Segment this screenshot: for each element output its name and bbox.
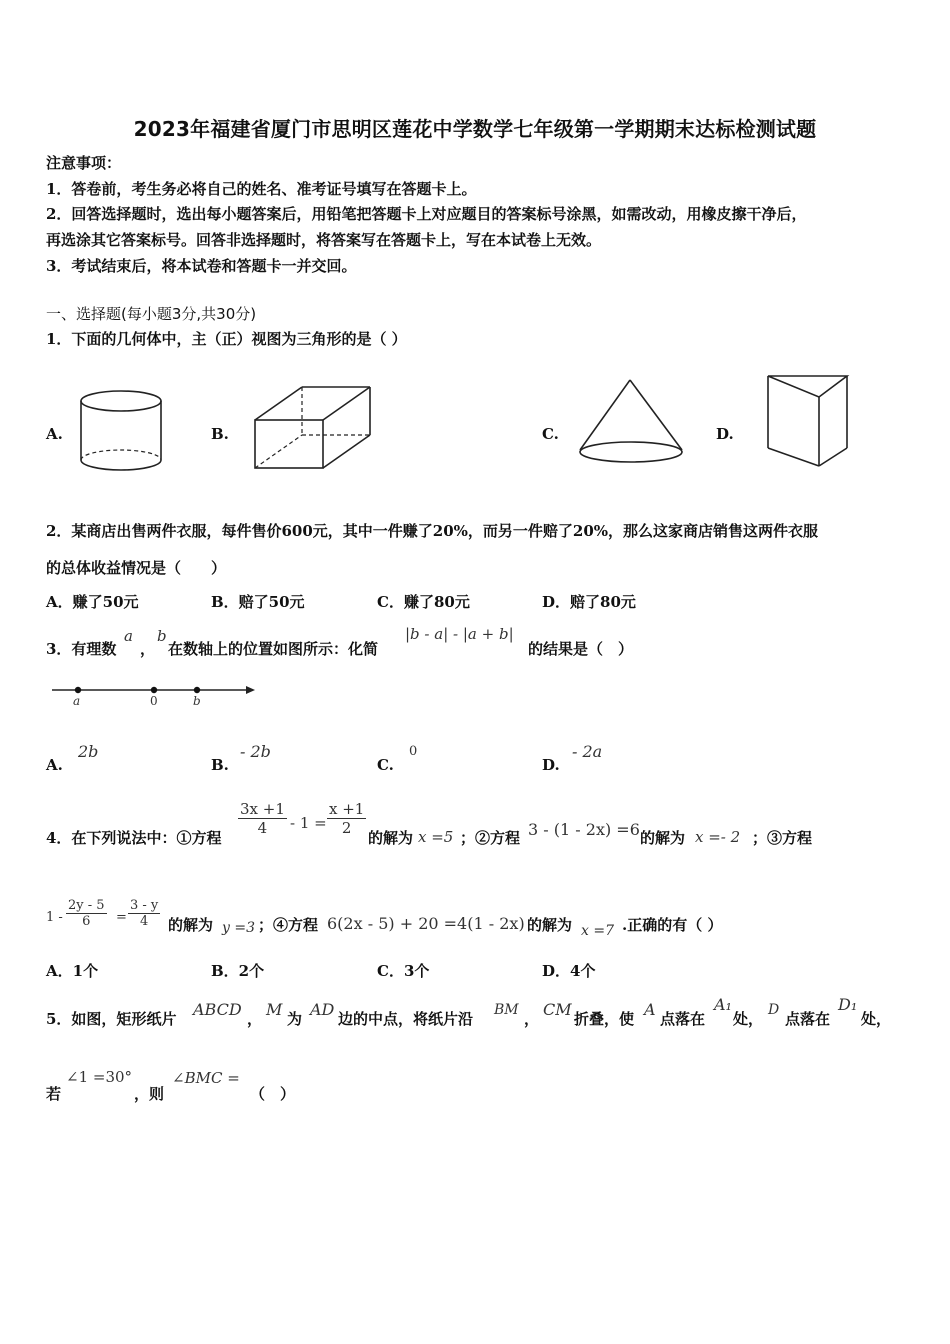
q4-equation-4: 6(2x - 5) + 20 =4(1 - 2x)	[327, 914, 525, 933]
q4-fraction-4	[128, 898, 160, 929]
q5-m: M	[266, 1000, 283, 1019]
cone-figure	[575, 376, 690, 468]
q4-eq3-equals: =	[116, 910, 127, 925]
q3-var-b: b	[157, 627, 167, 645]
q5-stem-part8: 处，	[733, 1010, 764, 1028]
q1-option-c-label: C.	[542, 425, 559, 443]
q1-option-b-label: B.	[211, 425, 229, 443]
q5-stem-part11: 若	[46, 1085, 62, 1103]
q5-angle-bmc: ∠BMC =	[172, 1069, 240, 1087]
q1-stem: 1．下面的几何体中，主（正）视图为三角形的是（ ）	[46, 330, 407, 348]
q5-stem-part1: 5．如图，矩形纸片	[46, 1010, 177, 1028]
q3-comma: ，	[140, 640, 156, 658]
q5-stem-part4: 边的中点，将纸片沿	[338, 1010, 474, 1028]
q4-frac4-numerator: 3 - y	[130, 898, 159, 913]
q3-option-c-label: C.	[377, 756, 394, 774]
q4-frac2-denominator: 2	[341, 819, 352, 837]
q5-stem-part6: 折叠，使	[574, 1010, 635, 1028]
section-heading: 一、选择题(每小题3分,共30分)	[46, 305, 257, 323]
q4-stem-part9: .正确的有（ ）	[622, 916, 723, 934]
q5-d1: D₁	[838, 995, 858, 1014]
q4-stem-part3: ；②方程	[460, 829, 521, 847]
axis-label-zero: 0	[150, 694, 158, 708]
q5-abcd: ABCD	[193, 1000, 242, 1019]
notice-item: 1．答卷前，考生务必将自己的姓名、准考证号填写在答题卡上。	[46, 180, 477, 198]
cuboid-figure	[250, 384, 380, 474]
q4-fraction-3	[66, 898, 107, 929]
q5-d: D	[768, 1002, 780, 1018]
q5-stem-part10: 处，	[861, 1010, 892, 1028]
q4-frac4-denominator: 4	[140, 914, 149, 929]
q4-stem-part6: 的解为	[168, 916, 214, 934]
q3-option-a-value: 2b	[78, 742, 99, 761]
cylinder-figure	[78, 388, 168, 473]
q3-expression: |b - a| - |a + b|	[405, 625, 514, 643]
q2-option-d: D．赔了80元	[542, 593, 636, 611]
q4-frac2-numerator: x +1	[329, 800, 365, 818]
q4-minus-one: - 1 =	[290, 814, 327, 832]
q2-option-b: B．赔了50元	[211, 593, 305, 611]
q5-cm: CM	[543, 1000, 572, 1019]
q5-bm: BM	[494, 1002, 519, 1018]
q5-stem-part13: （ ）	[250, 1085, 296, 1103]
q3-stem-part1: 3．有理数	[46, 640, 117, 658]
q4-eq3-prefix: 1 -	[46, 910, 63, 925]
q3-stem-part2: 在数轴上的位置如图所示：化简	[168, 640, 379, 658]
axis-label-b: b	[193, 694, 201, 708]
q4-option-a: A．1个	[46, 962, 99, 980]
q5-angle: ∠1 =30°	[66, 1068, 133, 1086]
prism-figure	[763, 372, 858, 470]
q5-a1: A₁	[714, 995, 732, 1014]
q2-stem-line1: 2．某商店出售两件衣服，每件售价600元，其中一件赚了20%，而另一件赔了20%，那么这家商店销售这两件衣服	[46, 522, 819, 540]
q5-stem-part7: 点落在	[660, 1010, 706, 1028]
q4-option-b: B．2个	[211, 962, 265, 980]
q4-solution-1: x =5	[418, 828, 454, 846]
q4-frac1-numerator: 3x +1	[240, 800, 285, 818]
q4-stem-part5: ；③方程	[752, 829, 813, 847]
notice-item: 再选涂其它答案标号。回答非选择题时，将答案写在答题卡上，写在本试卷上无效。	[46, 231, 602, 249]
q4-solution-4: x =7	[581, 923, 614, 939]
notice-item: 3．考试结束后，将本试卷和答题卡一并交回。	[46, 257, 357, 275]
q3-option-d-value: - 2a	[572, 742, 603, 761]
q4-option-d: D．4个	[542, 962, 596, 980]
q3-option-b-value: - 2b	[240, 742, 271, 761]
q5-a: A	[644, 1000, 656, 1019]
axis-label-a: a	[73, 694, 81, 708]
q4-option-c: C．3个	[377, 962, 430, 980]
q4-solution-2: x =- 2	[695, 828, 741, 846]
q2-option-c: C．赚了80元	[377, 593, 470, 611]
q3-option-b-label: B.	[211, 756, 229, 774]
notice-item: 2．回答选择题时，选出每小题答案后，用铅笔把答题卡上对应题目的答案标号涂黑，如需改动，用橡皮擦干净后，	[46, 205, 807, 223]
q5-ad: AD	[310, 1000, 335, 1019]
q5-stem-part3: 为	[287, 1010, 303, 1028]
q4-solution-3: y =3	[222, 920, 255, 936]
q4-fraction-1	[238, 800, 287, 837]
q5-stem-part12: ，则	[134, 1085, 165, 1103]
q2-stem-line2: 的总体收益情况是（ ）	[46, 559, 227, 577]
q5-comma-1: ，	[247, 1010, 263, 1028]
q3-option-c-value: 0	[409, 744, 418, 759]
q4-stem-part2: 的解为	[368, 829, 414, 847]
page-title: 2023年福建省厦门市思明区莲花中学数学七年级第一学期期末达标检测试题	[133, 117, 817, 141]
q4-stem-part1: 4．在下列说法中：①方程	[46, 829, 222, 847]
notice-heading: 注意事项：	[46, 154, 122, 172]
q5-comma-2: ，	[524, 1010, 540, 1028]
q3-option-d-label: D.	[542, 756, 560, 774]
q3-stem-part3: 的结果是（ ）	[528, 640, 634, 658]
q4-stem-part7: ；④方程	[258, 916, 319, 934]
q4-fraction-2	[327, 800, 366, 837]
q1-option-d-label: D.	[716, 425, 734, 443]
q4-frac3-denominator: 6	[82, 914, 91, 929]
q4-frac1-denominator: 4	[257, 819, 268, 837]
q3-var-a: a	[124, 627, 133, 645]
q2-option-a: A．赚了50元	[46, 593, 139, 611]
q5-stem-part9: 点落在	[785, 1010, 831, 1028]
q4-equation-2: 3 - (1 - 2x) =6	[528, 820, 640, 839]
q1-option-a-label: A.	[46, 425, 63, 443]
q3-option-a-label: A.	[46, 756, 63, 774]
q4-frac3-numerator: 2y - 5	[68, 898, 105, 913]
q4-stem-part4: 的解为	[640, 829, 686, 847]
q4-stem-part8: 的解为	[527, 916, 573, 934]
